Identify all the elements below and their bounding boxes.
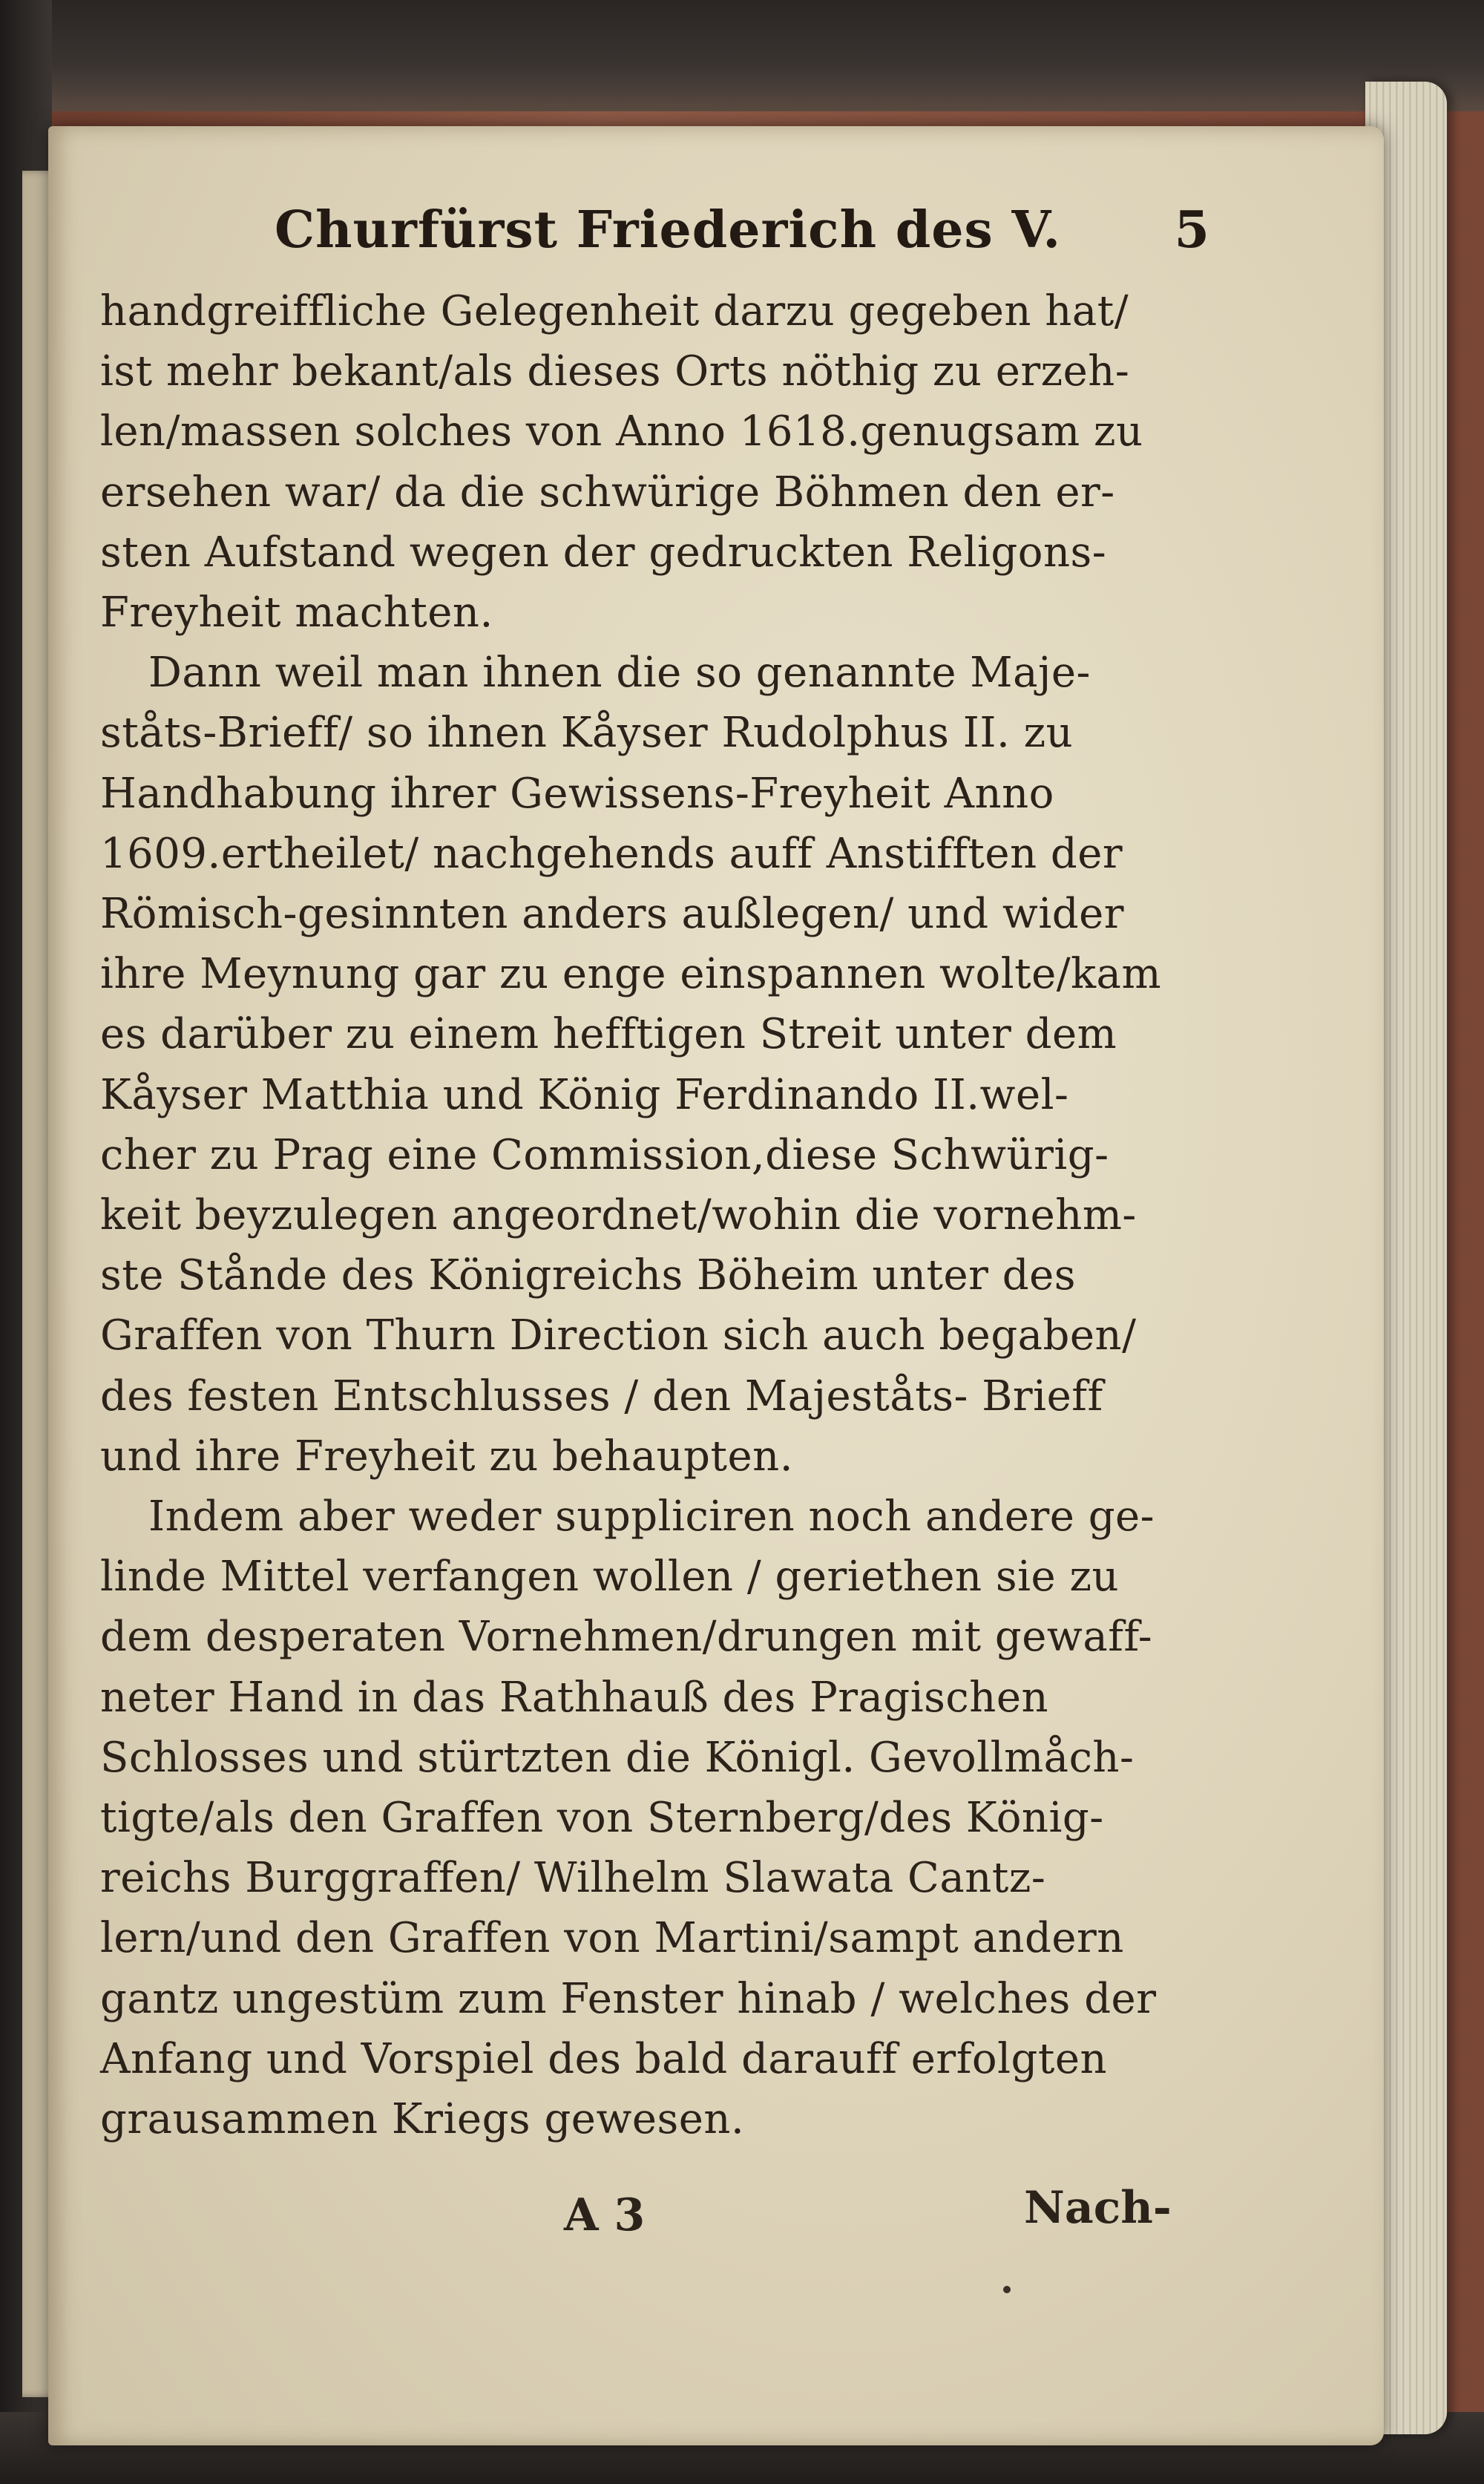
text-line: cher zu Prag eine Commission,diese Schwürig- xyxy=(100,1130,1109,1179)
text-line: Schlosses und stürtzten die Königl. Gevollmåch- xyxy=(100,1733,1135,1782)
ink-spot xyxy=(1003,2286,1011,2293)
text-line: reichs Burggraffen/ Wilhelm Slawata Cantz- xyxy=(100,1854,1046,1903)
text-line: len/massen solches von Anno 1618.genugsam zu xyxy=(100,407,1143,456)
running-header xyxy=(223,200,1209,267)
text-line: des festen Entschlusses / den Majeståts- Brieff xyxy=(100,1372,1103,1420)
text-line: ste Stånde des Königreichs Böheim unter des xyxy=(100,1251,1076,1300)
text-line: ståts-Brieff/ so ihnen Kåyser Rudolphus II. zu xyxy=(100,709,1074,758)
text-line: Graffen von Thurn Direction sich auch begaben/ xyxy=(100,1311,1137,1360)
text-line: keit beyzulegen angeordnet/wohin die vornehm- xyxy=(100,1191,1137,1239)
book-cover-top xyxy=(0,0,1484,111)
text-line: sten Aufstand wegen der gedruckten Religons- xyxy=(100,528,1107,577)
text-line: lern/und den Graffen von Martini/sampt andern xyxy=(100,1914,1124,1963)
text-line: linde Mittel verfangen wollen / geriethen sie zu xyxy=(100,1553,1120,1602)
text-line: Indem aber weder suppliciren noch andere ge- xyxy=(148,1492,1155,1541)
text-line: gantz ungestüm zum Fenster hinab / welches der xyxy=(100,1974,1157,2023)
signature-mark: A 3 xyxy=(564,2189,646,2241)
text-line: es darüber zu einem hefftigen Streit unter dem xyxy=(100,1010,1117,1059)
text-line: ist mehr bekant/als dieses Orts nöthig zu erzeh- xyxy=(100,347,1130,396)
text-line: ihre Meynung gar zu enge einspannen wolte/kam xyxy=(100,950,1162,999)
text-line: Freyheit machten. xyxy=(100,589,493,637)
text-line: und ihre Freyheit zu behaupten. xyxy=(100,1432,794,1481)
text-line: Anfang und Vorspiel des bald darauff erfolgten xyxy=(100,2034,1108,2083)
text-line: tigte/als den Graffen von Sternberg/des König- xyxy=(100,1794,1104,1842)
text-line: Römisch-gesinnten anders außlegen/ und wider xyxy=(100,890,1125,938)
text-line: 1609.ertheilet/ nachgehends auff Anstifften der xyxy=(100,829,1123,878)
page-number: 5 xyxy=(1174,200,1209,260)
header-title: Churfürst Friederich des V. xyxy=(275,200,1062,260)
text-line: ersehen war/ da die schwürige Böhmen den er- xyxy=(100,468,1115,517)
text-line: dem desperaten Vornehmen/drungen mit gewaff- xyxy=(100,1613,1153,1662)
text-line: Handhabung ihrer Gewissens-Freyheit Anno xyxy=(100,769,1054,818)
text-line: neter Hand in das Rathhauß des Pragischen xyxy=(100,1673,1049,1722)
catchword: Nach- xyxy=(1024,2182,1172,2234)
text-line: grausammen Kriegs gewesen. xyxy=(100,2095,745,2143)
text-line: Kåyser Matthia und König Ferdinando II.wel- xyxy=(100,1070,1069,1119)
text-line: handgreiffliche Gelegenheit darzu gegeben hat/ xyxy=(100,287,1129,335)
text-line: Dann weil man ihnen die so genannte Maje- xyxy=(148,649,1091,698)
